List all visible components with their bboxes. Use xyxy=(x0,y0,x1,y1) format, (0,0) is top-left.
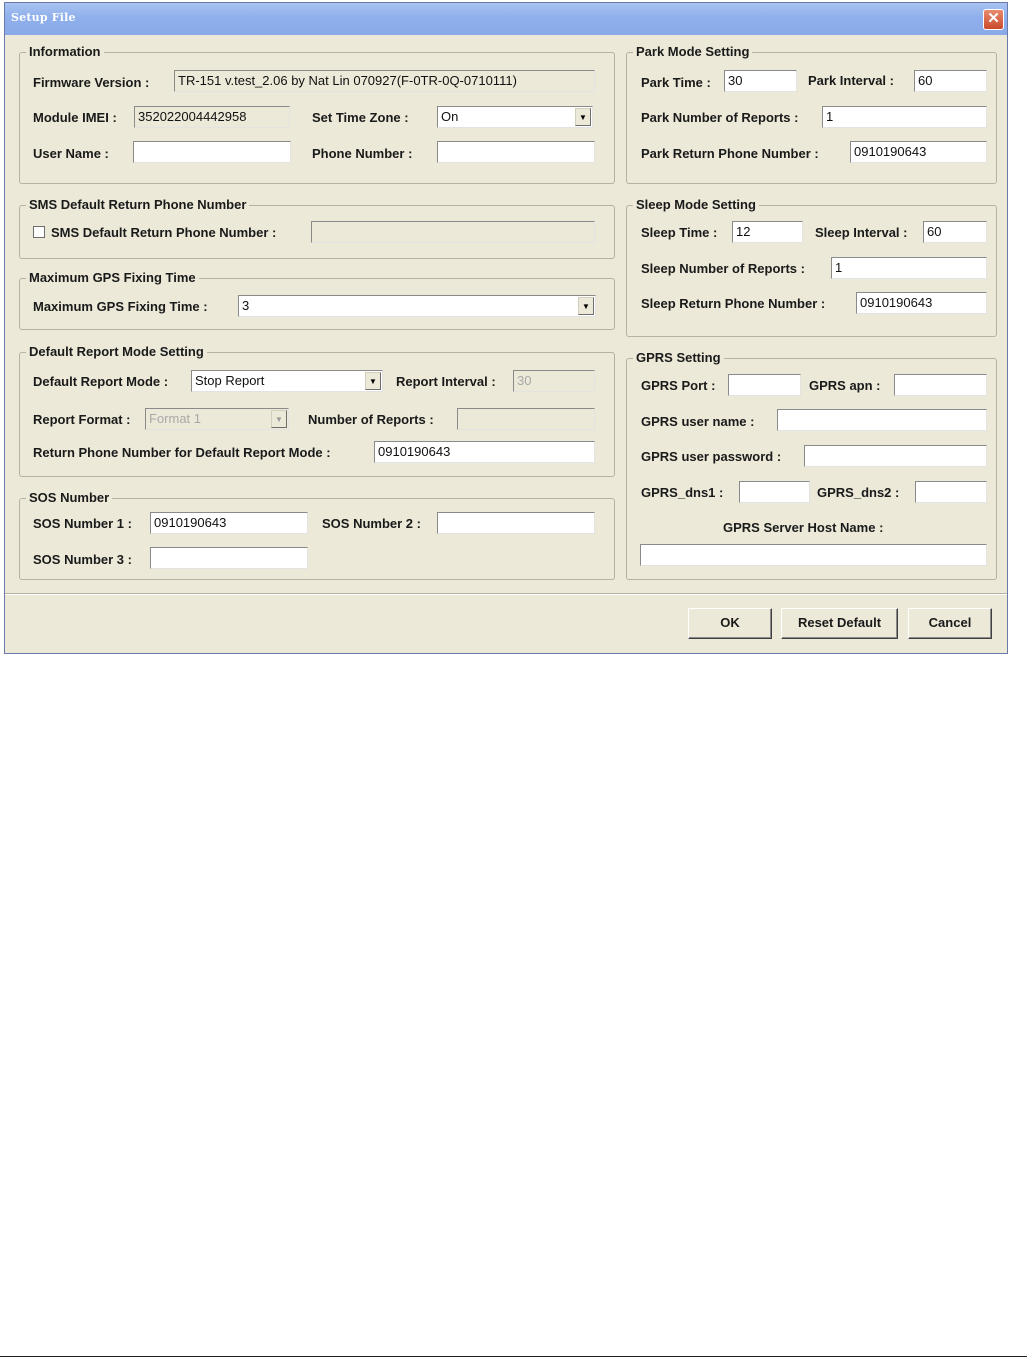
title-bar[interactable] xyxy=(5,3,1007,35)
gprs-server-host-label: GPRS Server Host Name : xyxy=(723,520,884,535)
sleep-time-label: Sleep Time : xyxy=(641,225,718,240)
set-time-zone-value: On xyxy=(441,109,459,124)
sleep-number-of-reports-label: Sleep Number of Reports : xyxy=(641,261,805,276)
sleep-interval-label: Sleep Interval : xyxy=(815,225,908,240)
max-gps-fixing-label: Maximum GPS Fixing Time : xyxy=(33,299,208,314)
gprs-dns1-field[interactable] xyxy=(739,481,810,503)
chevron-down-icon[interactable]: ▼ xyxy=(578,297,594,315)
sleep-return-phone-field[interactable]: 0910190643 xyxy=(856,292,987,314)
sms-default-return-legend: SMS Default Return Phone Number xyxy=(26,197,249,212)
sleep-number-of-reports-field[interactable]: 1 xyxy=(831,257,987,279)
number-of-reports-field[interactable] xyxy=(457,408,595,430)
gprs-dns2-field[interactable] xyxy=(915,481,987,503)
setup-file-dialog xyxy=(4,2,1008,654)
default-report-mode-value: Stop Report xyxy=(195,373,265,388)
sos-number-1-label: SOS Number 1 : xyxy=(33,516,132,531)
park-number-of-reports-label: Park Number of Reports : xyxy=(641,110,799,125)
default-report-mode-select[interactable] xyxy=(191,370,383,392)
max-gps-fixing-value: 3 xyxy=(242,298,250,313)
report-interval-field[interactable]: 30 xyxy=(513,370,595,392)
sleep-mode-legend: Sleep Mode Setting xyxy=(633,197,759,212)
gprs-port-field[interactable] xyxy=(728,374,801,396)
sos-number-group xyxy=(19,490,615,580)
max-gps-fixing-legend: Maximum GPS Fixing Time xyxy=(26,270,199,285)
report-interval-label: Report Interval : xyxy=(396,374,496,389)
sleep-time-field[interactable]: 12 xyxy=(732,221,803,243)
park-mode-legend: Park Mode Setting xyxy=(633,44,752,59)
gprs-user-password-field[interactable] xyxy=(804,445,987,467)
sos-number-3-field[interactable] xyxy=(150,547,308,569)
firmware-version-label: Firmware Version : xyxy=(33,75,150,90)
ok-button[interactable]: OK xyxy=(688,608,772,639)
chevron-down-icon[interactable]: ▼ xyxy=(575,108,591,126)
sms-default-return-field[interactable] xyxy=(311,221,595,243)
park-return-phone-field[interactable]: 0910190643 xyxy=(850,141,987,163)
sms-default-return-label: SMS Default Return Phone Number : xyxy=(51,225,277,240)
gprs-user-password-label: GPRS user password : xyxy=(641,449,782,464)
sleep-return-phone-label: Sleep Return Phone Number : xyxy=(641,296,826,311)
number-of-reports-label: Number of Reports : xyxy=(308,412,434,427)
report-format-select[interactable] xyxy=(145,408,289,430)
max-gps-fixing-select[interactable] xyxy=(238,295,596,317)
firmware-version-field[interactable]: TR-151 v.test_2.06 by Nat Lin 070927(F-0TR-0Q-0710111) xyxy=(174,70,595,92)
sos-number-2-field[interactable] xyxy=(437,512,595,534)
gprs-user-name-label: GPRS user name : xyxy=(641,414,755,429)
park-time-label: Park Time : xyxy=(641,75,711,90)
return-phone-default-label: Return Phone Number for Default Report Mode : xyxy=(33,445,331,460)
chevron-down-icon[interactable]: ▼ xyxy=(365,372,381,390)
information-legend: Information xyxy=(26,44,104,59)
report-format-label: Report Format : xyxy=(33,412,131,427)
gprs-apn-field[interactable] xyxy=(894,374,987,396)
default-report-mode-legend: Default Report Mode Setting xyxy=(26,344,207,359)
phone-number-field[interactable] xyxy=(437,141,595,163)
report-format-value: Format 1 xyxy=(149,411,202,426)
park-interval-field[interactable]: 60 xyxy=(914,70,987,92)
gprs-dns2-label: GPRS_dns2 : xyxy=(817,485,900,500)
close-button[interactable]: ✕ xyxy=(983,9,1004,30)
park-time-field[interactable]: 30 xyxy=(724,70,797,92)
default-report-mode-label: Default Report Mode : xyxy=(33,374,169,389)
gprs-apn-label: GPRS apn : xyxy=(809,378,881,393)
sleep-interval-field[interactable]: 60 xyxy=(923,221,987,243)
gprs-port-label: GPRS Port : xyxy=(641,378,716,393)
phone-number-label: Phone Number : xyxy=(312,146,413,161)
park-interval-label: Park Interval : xyxy=(808,73,894,88)
gprs-user-name-field[interactable] xyxy=(777,409,987,431)
set-time-zone-select[interactable] xyxy=(437,106,593,128)
sms-default-return-checkbox[interactable] xyxy=(33,226,45,238)
sos-number-3-label: SOS Number 3 : xyxy=(33,552,132,567)
park-return-phone-label: Park Return Phone Number : xyxy=(641,146,819,161)
cancel-button[interactable]: Cancel xyxy=(908,608,992,639)
sos-number-2-label: SOS Number 2 : xyxy=(322,516,421,531)
sos-number-legend: SOS Number xyxy=(26,490,112,505)
user-name-field[interactable] xyxy=(133,141,291,163)
user-name-label: User Name : xyxy=(33,146,109,161)
page-bottom-rule xyxy=(0,1356,1027,1357)
chevron-down-icon[interactable]: ▼ xyxy=(271,410,287,428)
gprs-setting-legend: GPRS Setting xyxy=(633,350,724,365)
window-title: Setup File xyxy=(11,11,76,24)
module-imei-label: Module IMEI : xyxy=(33,110,117,125)
sos-number-1-field[interactable]: 0910190643 xyxy=(150,512,308,534)
reset-default-button[interactable]: Reset Default xyxy=(781,608,898,639)
gprs-server-host-field[interactable] xyxy=(640,544,987,566)
module-imei-field[interactable]: 352022004442958 xyxy=(134,106,290,128)
set-time-zone-label: Set Time Zone : xyxy=(312,110,409,125)
button-bar-divider xyxy=(5,593,1007,595)
return-phone-default-field[interactable]: 0910190643 xyxy=(374,441,595,463)
gprs-dns1-label: GPRS_dns1 : xyxy=(641,485,724,500)
park-number-of-reports-field[interactable]: 1 xyxy=(822,106,987,128)
